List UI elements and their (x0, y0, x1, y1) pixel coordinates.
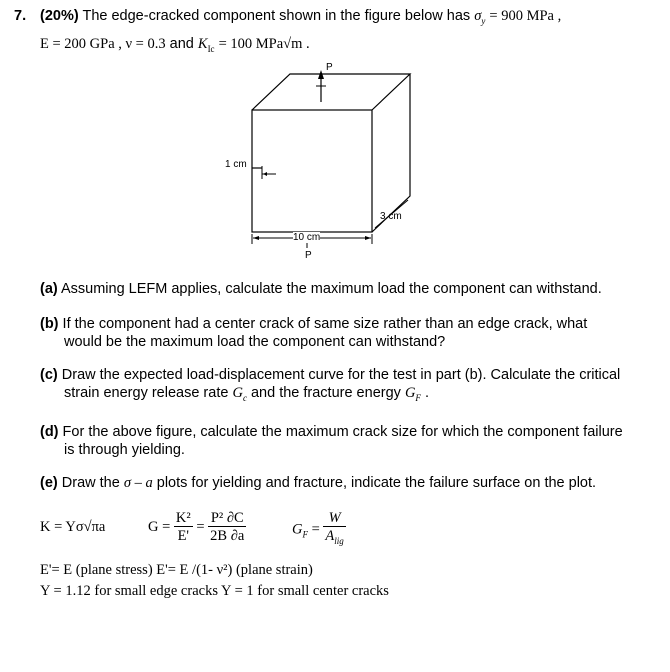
gf-den-a: A (325, 528, 335, 544)
gf-num: W (323, 510, 345, 527)
question-properties-line (40, 36, 310, 54)
modulus-expression: E = 200 GPa , ν = 0.3 (40, 36, 166, 52)
part-b-text: If the component had a center crack of same size rather than an edge crack, what (62, 316, 588, 332)
question-intro-text: The edge-cracked component shown in the figure below has (82, 8, 471, 24)
part-d-text-cont: is through yielding. (64, 442, 185, 458)
part-e-text-a: Draw the (61, 475, 120, 491)
question-weight: (20%) (40, 8, 79, 24)
thickness-label: 3 cm (380, 211, 402, 222)
bottom-load-label: P (305, 250, 312, 261)
crack-dim-arrow (263, 172, 267, 176)
g-frac2-num: P² ∂C (208, 510, 246, 527)
gf-den-sub: lig (334, 536, 344, 546)
question-intro-line (40, 8, 561, 26)
gc-sub: c (242, 393, 247, 403)
sigma-a-symbol: σ – a (123, 475, 153, 491)
part-c-text2c: . (424, 385, 429, 401)
gf-equation (292, 510, 346, 550)
part-a (40, 280, 630, 298)
part-b (40, 315, 630, 351)
sigma-y-symbol: σ (474, 8, 482, 24)
gf-sub: F (415, 393, 421, 403)
right-face (372, 74, 410, 232)
g-eq2: = (196, 518, 205, 535)
component-figure (210, 62, 440, 267)
g-frac2-den: 2B ∂a (210, 528, 245, 544)
gf-lhs: G (292, 521, 303, 538)
gf-fraction (323, 510, 345, 550)
k-sub: Ic (207, 44, 215, 54)
part-a-text: Assuming LEFM applies, calculate the maximum load the component can withstand. (60, 281, 602, 297)
k-symbol: K (197, 36, 208, 52)
part-c-text2b: and the fracture energy (250, 385, 401, 401)
part-e-text-b: plots for yielding and fracture, indicate the failure surface on the plot. (156, 475, 597, 491)
width-dim-arrow-left (253, 236, 259, 240)
part-b-label: (b) (40, 316, 59, 332)
part-a-label: (a) (40, 281, 58, 297)
width-dim-arrow-right (365, 236, 371, 240)
width-label: 10 cm (293, 232, 321, 243)
sigma-y-sub: y (481, 16, 486, 26)
top-load-label: P (326, 62, 333, 73)
crack-length-label: 1 cm (225, 159, 247, 170)
part-e (40, 474, 630, 492)
part-c-text: Draw the expected load-displacement curve for the test in part (b). Calculate the critical (61, 367, 621, 383)
sigma-y-value: = 900 MPa , (489, 8, 562, 24)
k-equation: K = Yσ√πa (40, 519, 106, 535)
g-equation (148, 510, 246, 545)
gf-lhs-sub: F (302, 529, 308, 540)
question-number: 7. (14, 8, 27, 24)
part-c (40, 366, 630, 407)
part-e-label: (e) (40, 475, 58, 491)
gc-symbol: G (232, 385, 243, 401)
top-face (252, 74, 410, 110)
part-d (40, 423, 630, 459)
gf-den (323, 527, 345, 550)
and-word: and (169, 36, 194, 52)
part-b-text-cont: would be the maximum load the component can withstand? (64, 334, 446, 350)
part-c-text2a: strain energy release rate (64, 385, 229, 401)
part-d-label: (d) (40, 424, 59, 440)
gf-symbol: G (404, 385, 416, 401)
k-value: = 100 MPa√m . (218, 36, 310, 52)
front-face (252, 110, 372, 232)
g-fraction-2 (208, 510, 246, 545)
g-fraction-1 (174, 510, 193, 545)
part-d-text: For the above figure, calculate the maximum crack size for which the component failure (62, 424, 623, 440)
part-c-text-cont (40, 384, 630, 407)
modulus-definition-line: E'= E (plane stress) E'= E /(1- ν²) (plane strain) (40, 562, 313, 578)
g-frac1-num: K² (175, 510, 191, 526)
part-c-label: (c) (40, 367, 58, 383)
g-frac1-den: E' (177, 528, 190, 544)
g-lhs: G = (148, 518, 171, 535)
geometry-factor-line: Y = 1.12 for small edge cracks Y = 1 for small center cracks (40, 583, 389, 599)
gf-eq: = (311, 521, 320, 538)
